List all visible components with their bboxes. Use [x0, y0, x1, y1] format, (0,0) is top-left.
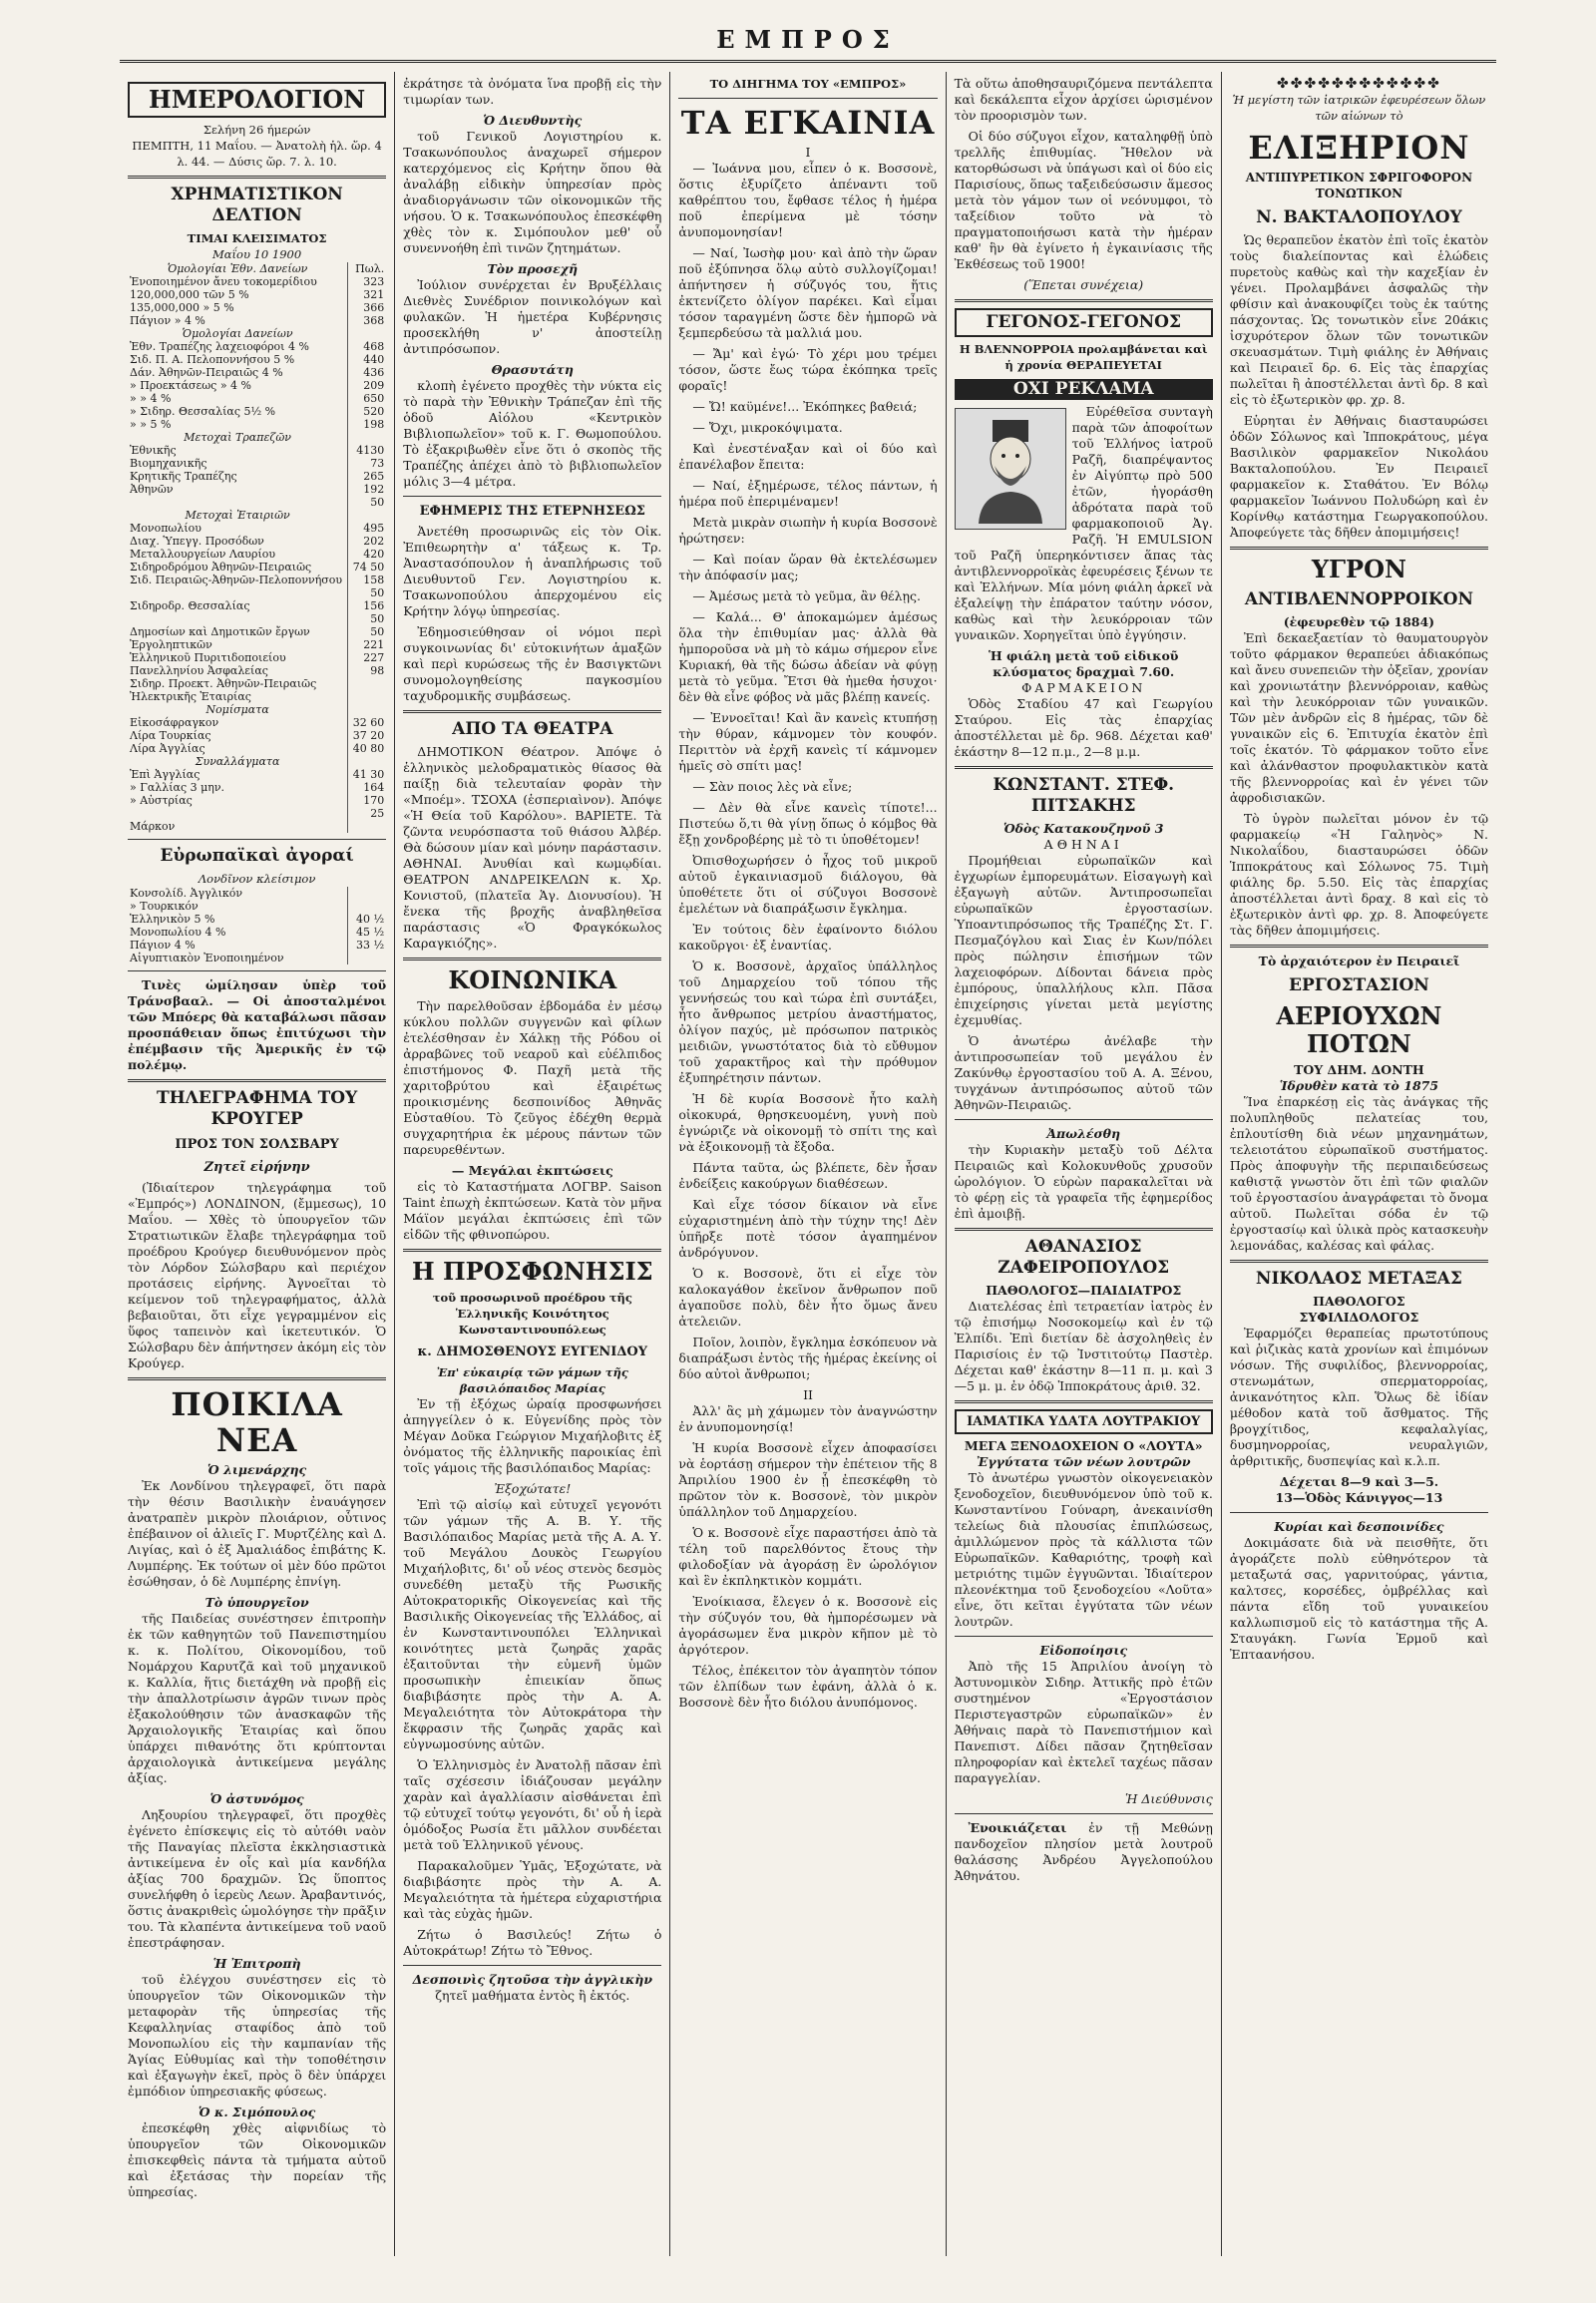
table-row: Εἰκοσάφραγκον 32 60: [130, 716, 385, 729]
table-row: Σιδηροδρόμου Ἀθηνῶν-Πειραιῶς 74 50: [130, 561, 385, 574]
ad-factory-sub: ΤΟΥ ΔΗΜ. ΔΟΝΤΗ: [1294, 1062, 1424, 1077]
fez-man-portrait-icon: [961, 414, 1060, 524]
table-row: Ἐργοληπτικῶν 221: [130, 638, 385, 651]
gazette-para-2: Ἐδημοσιεύθησαν οἱ νόμοι περὶ συγκοινωνίας δι' εὐτοκινήτων ἁμαξῶν καὶ περὶ κυρώσεως τῆς ἐν Βασιγκτῶνι συνομολογηθείσης παγκοσμίου ταχυδρομικῆς συμβάσεως.: [403, 624, 662, 703]
euro-markets-title: Εὐρωπαϊκαὶ ἀγοραί: [160, 846, 354, 866]
ad-liquid-title-2: ΑΝΤΙΒΛΕΝΝΟΡΡΟΙΚΟΝ: [1244, 589, 1473, 609]
for-rent-title: Ἐνοικιάζεται: [968, 1820, 1067, 1835]
ad-factory-intro: Τὸ ἀρχαιότερον ἐν Πειραιεῖ: [1258, 954, 1460, 968]
fin-sec1-title: Ὁμολογίαι Ἐθν. Δανείων: [167, 262, 308, 275]
table-row: Μάρκον: [128, 820, 386, 833]
poikila-kicker-2: Τὸ ὑπουργεῖον: [204, 1595, 309, 1610]
ad-loutraki-kicker: Ἐγγύτατα τῶν νέων λουτρῶν: [976, 1454, 1191, 1469]
story-para: Ὁ κ. Βοσσονὲ εἶχε παραστήσει ἀπὸ τὰ τέλη τοῦ παρελθόντος ἔτους τὴν φιλοδοξίαν νὰ ἀγοράσῃ ἓν ὡρολόγιον καὶ ἓν ἐκπληκτικὸν κομμάτι.: [678, 1525, 938, 1588]
story-para: Ἀλλ' ἂς μὴ χάμωμεν τὸν ἀναγνώστην ἐν ἀνυπομονησίᾳ!: [678, 1403, 938, 1434]
story-para: — Ἰωάννα μου, εἶπεν ὁ κ. Βοσσονὲ, ὅστις ἐξυρίζετο ἀπέναντι τοῦ καθρέπτου του, ἔφθασε τέλος ἡ ἡμέρα ποῦ ἐπερίμενα μὲ τόσην ἀνυπομονησίαν!: [678, 161, 938, 239]
fin-date: Μαΐου 10 1900: [212, 247, 302, 261]
poikila-kicker-4: Ἡ Ἐπιτροπὴ: [212, 1956, 301, 1971]
ad-metaxas-hours: Δέχεται 8—9 καὶ 3—5.: [1279, 1474, 1439, 1489]
euro-table: [128, 887, 386, 964]
ad-elixir-text: Ὡς θεραπεῦον ἑκατὸν ἐπὶ τοῖς ἑκατὸν τοὺς διαλείποντας καὶ ἑλώδεις πυρετοὺς καθὼς καὶ τὴν καχεξίαν ἐν γένει. Προλαμβάνει ἀσφαλῶς τὴν φθίσιν καὶ ἀνακουφίζει τοὺς ἐκ ταύτης πάσχοντας. Ὡς τονωτικὸν εἶνε 20άκις ἰσχυρότερον ὅλων τῶν τονωτικῶν σκευασμάτων. Τιμὴ φιάλης ἐν Ἀθήναις καὶ Πειραιεῖ δρ. 6. Εἰς τὰς ἐπαρχίας πωλεῖται ἢ ἀποστέλλεται ἀντὶ δρ. 8 καὶ εἰς τὸ ἐξωτερικὸν φρ. χρ. 8.: [1229, 232, 1489, 407]
table-row: Πάγιον 4 % 33 ½: [130, 939, 385, 952]
notice-title: Εἰδοποίησις: [1039, 1643, 1128, 1658]
story-para: — Ἐννοεῖται! Καὶ ἂν κανεὶς κτυπήσῃ τὴν θύραν, κάμνομεν τὸν κουφόν. Περιττὸν νὰ ἐρχῆ κανεὶς τί κάμνομεν ἡμεῖς σὸ σπίτι μας!: [678, 710, 938, 773]
address-para-3: Ὁ Ἑλληνισμὸς ἐν Ἀνατολῇ πᾶσαν ἐπὶ ταῖς σχέσεσιν ἰδιάζουσαν μεγάλην χαρὰν καὶ ἀγαλλίασιν αἰσθάνεται ἐπὶ τῷ εὐτυχεῖ τούτῳ γεγονότι, δι' οὗ ἡ ἱερὰ ὁμόδοξος Ρωσία ἔτι μᾶλλον συνδέεται μετὰ τοῦ Ἑλληνικοῦ γένους.: [403, 1757, 662, 1852]
story-para: — Ἄμ' καὶ ἐγώ· Τὸ χέρι μου τρέμει τόσον, ὥστε ἔως τώρα ἐκόπηκα τρεῖς φοραῖς!: [678, 346, 938, 393]
ad-factory-est: Ἱδρυθὲν κατὰ τὸ 1875: [1279, 1078, 1439, 1093]
table-row: Ἐπὶ Ἀγγλίας 41 30: [130, 768, 385, 781]
address-sign: Ζήτω ὁ Βασιλεύς! Ζήτω ὁ Αὐτοκράτωρ! Ζήτω τὸ Ἔθνος.: [403, 1927, 662, 1958]
col2-para-1: τοῦ Γενικοῦ Λογιστηρίου κ. Τσακωνόπουλος ἀναχωρεῖ σήμερον κατερχόμενος εἰς Κρήτην ὅπου θὰ ἀναλάβῃ εἰδικὴν ὑπηρεσίαν πρὸς ἀναδιοργάνωσιν τῶν οἰκονομικῶν τῆς νήσου. Ὁ κ. Τσακωνόπουλος ἐπεσκέφθη χθὲς τὸν κ. Σιμόπουλον μεθ' οὗ συνεννοήθη ἐπὶ τινῶν ζητημάτων.: [403, 129, 662, 255]
ad-elixir-intro: Ἡ μεγίστη τῶν ἰατρικῶν ἐφευρέσεων ὅλων τῶν αἰώνων τὸ: [1232, 93, 1486, 123]
table-row: » » 4 % 650: [130, 392, 385, 405]
story-para: — Ναί, ἐξημέρωσε, τέλος πάντων, ἡ ἡμέρα ποῦ ἐπεριμέναμεν!: [678, 478, 938, 509]
table-row: Σιδ. Π. Α. Πελοποννήσου 5 % 440: [130, 353, 385, 366]
calendar-day: ΠΕΜΠΤΗ, 11 Μαΐου. — Ἀνατολὴ ἡλ. ὥρ. 4 λ. 44. — Δύσις ὥρ. 7. λ. 10.: [132, 139, 382, 169]
story-para: — Καὶ ποίαν ὥραν θὰ ἐκτελέσωμεν τὴν ἀπόφασίν μας;: [678, 552, 938, 582]
col2-intro: ἐκράτησε τὰ ὀνόματα ἵνα προβῇ εἰς τὴν τιμωρίαν των.: [403, 76, 662, 107]
ad-liquid-sub: (ἐφευρεθὲν τῷ 1884): [1283, 614, 1435, 629]
table-row: Μονοπωλίου 4 % 45 ½: [130, 926, 385, 939]
table-row: Λίρα Τουρκίας 37 20: [130, 729, 385, 742]
story-para: Ἐν τούτοις δὲν ἐφαίνοντο διόλου κακοῦργοι· ἐξ ἐναντίας.: [678, 922, 938, 953]
kruger-telegram-sub: ΠΡΟΣ ΤΟΝ ΣΟΛΣΒΑΡΥ: [175, 1137, 339, 1152]
lost-notice-text: τὴν Κυριακὴν μεταξὺ τοῦ Δέλτα Πειραιῶς καὶ Κολοκυνθοῦς χρυσοῦν ὡρολόγιον. Ὁ εὑρὼν παρακαλεῖται νὰ τὸ φέρῃ εἰς τὰ γραφεῖα τῆς ἐφημερίδος ἐπὶ ἀμοιβῇ.: [954, 1142, 1213, 1221]
story-para: Ὁ κ. Βοσσονὲ, ὅτι εἰ εἶχε τὸν καλοκαγάθον ἐκεῖνον ἄνθρωπον ποῦ ἀγαποῦσε πολὺ, δὲν ἦτο ὅμως ἄνευ ἀτελειῶν.: [678, 1266, 938, 1329]
address-quote: Ἐξοχώτατε!: [494, 1481, 572, 1496]
ad-pitsakis-city: ΑΘΗΝΑΙ: [1043, 837, 1123, 852]
table-row: Ἐθνικῆς 4130: [130, 444, 385, 457]
col2-kicker-1: Ὁ Διευθυντὴς: [483, 113, 583, 128]
col2-para-2: Ἰούλιον συνέρχεται ἐν Βρυξέλλαις Διεθνὲς Συνέδριον ποινικολόγων καὶ φυλακῶν. Ἡ ἡμετέρα Κυβέρνησις προσεκλήθη ν' ἀποστείλῃ ἀντιπρόσωπον.: [403, 277, 662, 356]
poikila-para-3: Ληξουρίου τηλεγραφεῖ, ὅτι προχθὲς ἐγένετο ἐπίσκεψις εἰς τὸ αὐτόθι ναὸν τῆς Παναγίας πλεῖστα ἐκκλησιαστικὰ ἀντικείμενα ἐν οἷς καὶ μία κανδήλα ἀξίας 700 δραχμῶν. Ὡς ὕποπτος συνελήφθη ὁ ἱερεὺς Λεων. Ἀραβαντινός, ὅστις ἀνακριθεὶς ὡμολόγησε τὴν πρᾶξιν του. Τὰ κλαπέντα ἀντικείμενα τοῦ ναοῦ ἐπεστράφησαν.: [128, 1807, 387, 1950]
theatre-title: ΑΠΟ ΤΑ ΘΕΑΤΡΑ: [452, 719, 613, 739]
ad-razi-banner: ΟΧΙ ΡΕΚΛΑΜΑ: [955, 379, 1213, 400]
column-1: [120, 72, 394, 2256]
ad-loutraki-sub: ΜΕΓΑ ΞΕΝΟΔΟΧΕΙΟΝ Ο «ΛΟΥΤΑ»: [964, 1438, 1203, 1453]
story-part-1: I: [805, 145, 811, 160]
ad-elixir-sub: ΑΝΤΙΠΥΡΕΤΙΚΟΝ ΣΦΡΙΓΟΦΟΡΟΝ ΤΟΝΩΤΙΚΟΝ: [1245, 171, 1473, 200]
table-row: Διαχ. Ὑπεγγ. Προσόδων 202: [130, 535, 385, 548]
story-para: Καὶ εἶχε τόσον δίκαιον νὰ εἶνε εὐχαριστημένη ἀπὸ τὴν τύχην της! Δὲν ὑπῆρξε ποτὲ τόσον ἀγαπημένον ἀνδρόγυνον.: [678, 1197, 938, 1260]
story-para: Ἡ κυρία Βοσσονὲ εἶχεν ἀποφασίσει νὰ ἑορτάσῃ σήμερον τὴν ἐπέτειον τῆς 8 Ἀπριλίου 1900 ἐν ᾗ ἐπεσκέφθη τὸ πρῶτον τὸν κ. Βοσσονὲ, τὸν μικρὸν ὑπάλληλον τοῦ Δημαρχείου.: [678, 1440, 938, 1519]
newspaper-name: ΕΜΠΡΟΣ: [716, 25, 900, 54]
table-row: Ἐθν. Τραπέζης λαχειοφόροι 4 % 468: [130, 340, 385, 353]
notice-sign: Ἡ Διεύθυνσις: [1125, 1791, 1213, 1806]
col4-continued: (Ἕπεται συνέχεια): [1023, 277, 1144, 292]
ad-factory-text: Ἵνα ἐπαρκέσῃ εἰς τὰς ἀνάγκας τῆς πολυπληθοῦς πελατείας του, ἐπλουτίσθη διὰ νέων μηχανημάτων, τελειοτάτου εὐρωπαϊκοῦ συστήματος. Πρὸς ἀποφυγὴν τῆς περιπαιδεύσεως καθιστᾷ γνωστὸν ὅτι ἐπὶ τῶν φιαλῶν τοῦ ἐργοστασίου ἀναγράφεται τὸ ὄνομα αὐτοῦ. Πωλεῖται σόδα ἐν τῷ ἐργοστασίῳ καὶ ὑλικὰ πρὸς κατασκευὴν λεμονάδας, καλέσας καὶ φάλας.: [1229, 1094, 1489, 1253]
poikila-kicker-3: Ὁ ἀστυνόμος: [209, 1791, 304, 1806]
address-sub: τοῦ προσωρινοῦ προέδρου τῆς Ἑλληνικῆς Κοινότητος Κωνσταντινουπόλεως: [432, 1291, 632, 1337]
gazette-para-1: Ἀνετέθη προσωρινῶς εἰς τὸν Οἰκ. Ἐπιθεωρητὴν α' τάξεως κ. Τρ. Ἀναστασόπουλον ἡ ἀναπλήρωσις τοῦ Διευθυντοῦ Γεν. Λογιστηρίου κ. Τσακωνοπούλου ἀπερχομένου εἰς Κρήτην λόγῳ ὑπηρεσίας.: [403, 524, 662, 618]
ad-razi-pharmacy: ΦΑΡΜΑΚΕΙΟΝ: [1021, 680, 1146, 695]
table-row: Σιδηροδρ. Θεσσαλίας 156 50: [130, 599, 385, 625]
ad-razi-text: Εὑρέθεῖσα συνταγὴ παρὰ τῶν ἀποφοίτων τοῦ Ἑλλήνος ἰατροῦ Ραζῆ, διαπρέψαντος ἐν Αἰγύπτῳ πρὸ 500 ἐτῶν, ἠγοράσθη ἀδρότατα παρὰ τοῦ φαρμακοποιοῦ Ἀγ. Ραζῆ. Ἡ EMULSION τοῦ Ραζῆ ὑπερηκόντισεν ἅπας τὰς ἀντιβλεννορροϊκὰς ἐφευρέσεις ξένων τε καὶ Ἑλλήνων. Μία μόνη φιάλη ἀρκεῖ νὰ ἐξαλείψῃ τὴν ἐπάρατον ταύτην νόσον, καθὼς καὶ τὴν λευκόρροιαν τῶν γυναικῶν. Χορηγεῖται ὑπὸ ἐγγύησιν.: [954, 404, 1213, 642]
table-row: 135,000,000 » 5 % 366: [130, 301, 385, 314]
story-para: — Ὤ! καϋμένε!... Ἐκόπηκες βαθειά;: [692, 399, 918, 414]
story-title: ΤΑ ΕΓΚΑΙΝΙΑ: [680, 104, 936, 142]
english-tutor-text: ζητεῖ μαθήματα ἐντὸς ἢ ἐκτός.: [435, 1988, 630, 2003]
table-row: Αἰγυπτιακὸν Ἐνοποιημένον: [128, 952, 386, 964]
poikila-kicker-1: Ὁ λιμενάρχης: [207, 1462, 307, 1477]
ad-loutraki-text: Τὸ ἀνωτέρω γνωστὸν οἰκογενειακὸν ξενοδοχεῖον, διευθυνόμενον ὑπὸ τοῦ κ. Κωνσταντίνου Γούναρη, ἀνεκαινίσθη τελείως διὰ πλουσίας ἐπιπλώσεως, ἀμιλλώμενον πρὸς τὰ κάλλιστα τῶν Εὐρωπαϊκῶν. Καθαριότης, τροφὴ καὶ μετριότης τιμῶν ἐγγυῶνται. Ἰδιαίτερον πλεονέκτημα τοῦ ξενοδοχείου «Λοῦτα» εἶνε, ὅτι κεῖται ἐγγύτατα τῶν νέων λουτρῶν.: [954, 1470, 1213, 1629]
story-para: Ἐνοίκιασα, ἔλεγεν ὁ κ. Βοσσονὲ εἰς τὴν σύζυγόν του, θὰ ἠμπορέσωμεν νὰ ἀγοράσωμεν ἕνα μικρὸν κῆπον μὲ τὸ ἀργότερον.: [678, 1594, 938, 1657]
column-4: [946, 72, 1221, 2256]
table-row: Δημοσίων καὶ Δημοτικῶν ἔργων 50: [130, 625, 385, 638]
poikila-para-4: τοῦ ἐλέγχου συνέστησεν εἰς τὸ ὑπουργεῖον τῶν Οἰκονομικῶν τὴν μεταφορὰν τῆς ὑπηρεσίας τῆς Κεφαλληνίας σταφίδος ἀπὸ τοῦ Μονοπωλίου εἰς τὴν καμπανίαν τῆς Ἁγίας Εὐθυμίας καὶ τὴν τοποθέτησιν καὶ ἐξαγωγὴν ἐκεῖ, πρὸς ὃ δὲν ὑπάρχει ἐμπόδιον ὑπηρεσιακῆς φύσεως.: [128, 1972, 387, 2099]
fin-sec3-title: Μετοχαὶ Τραπεζῶν: [184, 431, 291, 444]
table-row: » Αὐστρίας 170 25: [130, 794, 385, 820]
table-row: Ἑλληνικοῦ Πυριτιδοποιείου 227: [130, 651, 385, 664]
table-row: Δάν. Ἀθηνῶν-Πειραιῶς 4 % 436: [130, 366, 385, 379]
table-row: Πάγιον » 4 % 368: [130, 314, 385, 327]
social-text: Τὴν παρελθοῦσαν ἑβδομάδα ἐν μέσῳ κύκλου πολλῶν συγγενῶν καὶ φίλων ἐτελέσθησαν ἐν Χάλκῃ τῆς Ρόδου οἱ ἀρραβῶνες τοῦ νεαροῦ καὶ εὐέλπιδος ἐπιστήμονος Φ. Παχῆ μετὰ τῆς χαριτοβρύτου καὶ ἐξαιρέτως προικισμένης δεσποινίδος Ἀθηνᾶς Εὐσταθίου. Τὸ ζεῦγος ἐδέχθη θερμὰ συγχαρητήρια ἐκ μέρους πάντων τῶν παρευρεθέντων.: [403, 998, 662, 1157]
table-row: Μονοπωλίου 495: [130, 522, 385, 535]
sale-text: εἰς τὸ Καταστήματα ΛΟΓΒΡ. Saison Taint ἐπωχὴ ἐκπτώσεων. Κατὰ τὸν μῆνα Μάϊον μεγάλαι ἐκπτώσεις ἐπὶ τῶν εἰδῶν τῆς φθινοπώρου.: [403, 1179, 662, 1242]
table-row: Ἐνοποιημένον ἄνευ τοκομερίδιου 323: [130, 275, 385, 288]
english-tutor-title: Δεσποινὶς ζητοῦσα τὴν ἀγγλικὴν: [412, 1972, 653, 1987]
table-row: » Γαλλίας 3 μην. 164: [130, 781, 385, 794]
story-para: — Σὰν ποιος λὲς νὰ εἶνε;: [692, 779, 853, 794]
story-para: Τέλος, ἐπέκειτον τὸν ἀγαπητὸν τόπον τῶν ἐλπίδων των ἐφάνη, ἀλλὰ ὁ κ. Βοσσονὲ δὲν ἦτο διόλου ἀνυπόμονος.: [678, 1663, 938, 1710]
ad-zafeiropoulos-title: ΑΘΑΝΑΣΙΟΣ ΖΑΦΕΙΡΟΠΟΥΛΟΣ: [998, 1237, 1170, 1278]
table-row: Κονσολίδ. Ἀγγλικόν: [128, 887, 386, 900]
address-title: Η ΠΡΟΣΦΩΝΗΣΙΣ: [411, 1257, 653, 1286]
table-row: » Τουρκικόν: [128, 900, 386, 913]
ornament-border-icon: ✤✤✤✤✤✤✤✤✤✤✤✤: [1277, 76, 1441, 92]
ad-metaxas-sub: ΠΑΘΟΛΟΓΟΣ: [1313, 1294, 1405, 1309]
gazette-title: ΕΦΗΜΕΡΙΣ ΤΗΣ ΕΤΕΡΝΗΣΕΩΣ: [419, 504, 645, 519]
address-kicker: Ἐπ' εὐκαιρίᾳ τῶν γάμων τῆς βασιλόπαιδος Μαρίας: [436, 1365, 628, 1395]
ad-zafeiropoulos-text: Διατελέσας ἐπὶ τετραετίαν ἰατρὸς ἐν τῷ ἐπισήμῳ Νοσοκομείῳ καὶ ἐν τῷ Ἐλπίδι. Ἐπὶ διετίαν δὲ ἀσχοληθεὶς ἐν Παρισίοις ἐν τῷ Ἰνστιτούτῳ Παστὲρ. Δέχεται καθ' ἑκάστην 8—11 π. μ. καὶ 3—5 μ. μ. ἐν ὁδῷ Ἱπποκράτους ἀριθ. 32.: [954, 1299, 1213, 1393]
fin-sec4-title: Μετοχαὶ Ἑταιριῶν: [185, 509, 290, 522]
kruger-telegram-title: ΤΗΛΕΓΡΑΦΗΜΑ ΤΟΥ ΚΡΟΥΓΕΡ: [156, 1088, 358, 1129]
razi-portrait-image: [955, 408, 1066, 530]
poikila-kicker-5: Ὁ κ. Σιμόπουλος: [198, 2105, 316, 2119]
address-name: κ. ΔΗΜΟΣΘΕΝΟΥΣ ΕΥΓΕΝΙΔΟΥ: [417, 1344, 648, 1359]
ad-pitsakis-title: ΚΩΝΣΤΑΝΤ. ΣΤΕΦ. ΠΙΤΣΑΚΗΣ: [993, 775, 1175, 816]
ad-elixir-maker: Ν. ΒΑΚΤΑΛΟΠΟΥΛΟΥ: [1256, 207, 1462, 227]
ad-metaxas-title: ΝΙΚΟΛΑΟΣ ΜΕΤΑΞΑΣ: [1255, 1269, 1462, 1289]
fin-sec5-title: Νομίσματα: [205, 703, 269, 716]
social-title: ΚΟΙΝΩΝΙΚΑ: [448, 965, 617, 994]
table-row: Βιομηχανικῆς 73: [130, 457, 385, 470]
table-row: Σιδηρ. Προεκτ. Ἀθηνῶν-Πειραιῶς: [128, 677, 386, 690]
ad-razi-title: ΓΕΓΟΝΟΣ-ΓΕΓΟΝΟΣ: [955, 308, 1213, 337]
column-3: [669, 72, 945, 2256]
column-5: [1221, 72, 1496, 2256]
ad-loutraki-title: ΙΑΜΑΤΙΚΑ ΥΔΑΤΑ ΛΟΥΤΡΑΚΙΟΥ: [955, 1409, 1213, 1434]
story-para: Καὶ ἐνεστέναξαν καὶ οἱ δύο καὶ ἐπανέλαβον ἔπειτα:: [678, 441, 938, 472]
ad-zafeiropoulos-sub: ΠΑΘΟΛΟΓΟΣ—ΠΑΙΔΙΑΤΡΟΣ: [986, 1283, 1182, 1298]
ad-metaxas-text: Ἐφαρμόζει θεραπείας πρωτοτύπους καὶ ῥιζικὰς κατὰ χρονίων καὶ ἐπιμόνων νόσων. Τῆς συφιλίδος, βλεννορροίας, στενωμάτων, σπερματορροίας, ἀνικανότητος κλπ. Ὅλως δὲ ἰδίαν μέθοδον κατὰ τοῦ ἄσθματος. Τῆς βρογχίτιδος, κεφαλαλγίας, δυσμηνορροίας, νευραλγιῶν, ἀρθριτικῆς, δυσπεψίας καὶ κ.λ.π.: [1229, 1326, 1489, 1468]
ad-liquid-title: ΥΓΡΟΝ: [1311, 555, 1406, 583]
table-row: Ἠλεκτρικῆς Ἑταιρίας: [128, 690, 386, 703]
table-row: Μεταλλουργείων Λαυρίου 420: [130, 548, 385, 561]
story-para: Πάντα ταῦτα, ὡς βλέπετε, δὲν ἦσαν ἐνδείξεις κακούργων διαθέσεων.: [678, 1160, 938, 1191]
ad-factory-title: ΕΡΓΟΣΤΑΣΙΟΝ: [1289, 975, 1429, 995]
ad-metaxas-address: 13—Ὁδὸς Κάνιγγος—13: [1275, 1490, 1443, 1505]
table-row: Σιδ. Πειραιῶς-Ἀθηνῶν-Πελοποννήσου 158 50: [130, 574, 385, 599]
col4-intro-2: Οἱ δύο σύζυγοι εἶχον, καταληφθῇ ὑπὸ τρελλῆς ἐπιθυμίας. Ἤθελον νὰ κατορθώσωσι νὰ ὑπάγωσι καὶ οἱ δύο εἰς Παρισίους, ὅπως ταξειδεύσωσιν ἅμεσος μετὰ τὸν γάμον των οἱ νεόνυμφοι, τὸ ταξείδιον τοῦτο νὰ τὸ πραγματοποιήσωσι κατὰ τὴν ἡμέραν καθ' ἣν θὰ ἐγίνετο ἡ ἐγκαινίασις τῆς Ἐκθέσεως τοῦ 1900!: [954, 129, 1213, 271]
ad-elixir-title: ΕΛΙΞΗΡΙΟΝ: [1248, 129, 1470, 167]
for-rent-notice: [955, 1820, 1213, 1884]
table-row: Πανελληνίου Ἀσφαλείας 98: [130, 664, 385, 677]
story-para: Ὀπισθοχωρήσεν ὁ ἦχος τοῦ μικροῦ αὐτοῦ ἐγκαινιασμοῦ διάλογου, θὰ ὑποθέτετε ὅτι οἱ σύζυγοι Βοσσονὲ ἐμελέτων νὰ διαπράξωσιν ἔγκλημα.: [678, 853, 938, 916]
address-para-4: Παρακαλοῦμεν Ὑμᾶς, Ἐξοχώτατε, νὰ διαβιβάσητε πρὸς τὴν Α. Α. Μεγαλειότητα τὰ ἡμέτερα εὐχαριστήρια καὶ τὰς εὐχὰς ἡμῶν.: [403, 1858, 662, 1921]
table-row: Ἀθηνῶν 192 50: [130, 483, 385, 509]
theatre-text: ΔΗΜΟΤΙΚΟΝ Θέατρον. Ἀπόψε ὁ ἑλληνικὸς μελοδραματικὸς θίασος θὰ παίξῃ διὰ τελευταίαν φορὰν τὴν «Μποέμ». ΤΣΟΧΑ (ἑσπεριαὶνον). Ἀπόψε «Ἡ Θεία τοῦ Καρόλου». ΒΑΡΙΕΤΕ. Τὰ ζῶντα νευρόσπαστα τοῦ θιάσου Ἀλβέρ. Θὰ δώσουν μίαν καὶ μόνην παράστασιν. ΑΘΗΝΑΙ. Ἀνυθίαι καὶ κωμῳδίαι. ΘΕΑΤΡΟΝ ΑΝΔΡΕΙΚΕΛΩΝ κ. Χρ. Κονιστοῦ, (πλατεῖα Ἁγ. Διονυσίου). Ἡ ἔνεκα τῆς βροχῆς ἀναβληθεῖσα παράστασις «Ὁ Φραγκόκωλος Καραγκιόζης».: [403, 744, 662, 951]
for-rent-text: ἐν τῇ Μεθώνῃ πανδοχεῖον πλησίον μετὰ λουτροῦ θαλάσσης Ἀνδρέου Ἀγγελοπούλου Ἀθηνάτου.: [954, 1820, 1213, 1883]
table-row: Κρητικῆς Τραπέζης 265: [130, 470, 385, 483]
story-kicker: ΤΟ ΔΙΗΓΗΜΑ ΤΟΥ «ΕΜΠΡΟΣ»: [709, 77, 907, 91]
story-para: — Δὲν θὰ εἶνε κανεὶς τίποτε!... Πιστεύω ὅ,τι θὰ γίνῃ ὅπως ὁ κόμβος θὰ ἔξῃ χονδροβέρης μὲ τὸ τι ὑποθέτομεν!: [678, 800, 938, 847]
story-para: — Ὄχι, μικροκόψιματα.: [692, 420, 843, 435]
kruger-telegram-body: (Ἰδιαίτερον τηλεγράφημα τοῦ «Ἐμπρός») ΛΟΝΔΙΝΟΝ, (ἔμμεσως), 10 Μαΐου. — Χθὲς τὸ ὑπουργεῖον τῶν Στρατιωτικῶν ἔλαβε τηλεγράφημα τοῦ προέδρου Κρούγερ διευθυνόμενον πρὸς τὸν Λόρδον Σώλσβαρυ καὶ περιέχον προτάσεις εἰρήνης. Ἀγνοεῖται τὸ κείμενον τοῦ τηλεγραφήματος, ἀλλὰ βεβαιοῦται, ὅτι εἶχε γεγραμμένον εἰς ὕφος ταπεινὸν καὶ ἱκετευτικόν. Ὁ Σώλσβαρυ δὲν ἀπήντησεν ἀκόμη εἰς τὸν Κρούγερ.: [128, 1180, 387, 1370]
poikila-para-2: τῆς Παιδείας συνέστησεν ἐπιτροπὴν ἐκ τῶν καθηγητῶν τοῦ Πανεπιστημίου κ. κ. Πολίτου, Οἰκονομίδου, τοῦ Νομάρχου Καρυτζᾶ καὶ τοῦ μηχανικοῦ κ. Καλλία, ἥτις διετάχθη νὰ προβῇ εἰς τὴν ἀπαλλοτρίωσιν ἀγρῶν τινων πρὸς ἐξακολούθησιν τῶν ἀνασκαφῶν τῆς Ἀρχαιολογικῆς Ἑταιρίας καὶ ὅπου ὑπάρχει πιθανότης ὅτι κρύπτονται ἀρχαιολογικὰ ἀντικείμενα μεγάλης ἀξίας.: [128, 1611, 387, 1785]
table-row: » » 5 % 198: [130, 418, 385, 431]
story-para: Μετὰ μικρὰν σιωπὴν ἡ κυρία Βοσσονὲ ἠρώτησεν:: [678, 515, 938, 546]
notice-text: Ἀπὸ τῆς 15 Ἀπριλίου ἀνοίγη τὸ Ἀστυνομικὸν Σιδηρ. Ἀττικῆς πρὸ ἐτῶν συστημένον «Ἐργοστάσιον Περιστεγαστρῶν εὐρωπαϊκῶν» ἐν Ἀθήναις παρὰ τὸ Πανεπιστήμιον καὶ Πανεπιστ. Δίδει πᾶσαν ζητηθεῖσαν πληροφορίαν καὶ ἐκτελεῖ ταχέως πᾶσαν παραγγελίαν.: [954, 1659, 1213, 1785]
table-row: Λίρα Ἀγγλίας 40 80: [130, 742, 385, 755]
kruger-telegram-kicker: Ζητεῖ εἰρήνην: [203, 1160, 310, 1175]
story-part-2: II: [803, 1387, 813, 1402]
story-para: Ποῖον, λοιπὸν, ἔγκλημα ἐσκόπευον νὰ διαπράξωσι ἐντὸς τῆς ἡμέρας ἐκείνης οἱ δύο αὐτοὶ ἄνθρωποι;: [678, 1335, 938, 1381]
ad-pitsakis-text: Προμήθειαι εὐρωπαϊκῶν καὶ ἐγχωρίων ἐμπορευμάτων. Εἰσαγωγὴ καὶ ἐξαγωγὴ αὐτῶν. Ἀντιπροσωπεῖαι εὐρωπαϊκῶν ἐργοστασίων. Ὑποαντιπρόσωπος τῆς Τραπέζης Στ. Γ. Πεσμαζόγλου καὶ Σιας ἐν Κων/πόλει πρὸς πώλησιν ἐπισήμων τῶν λαχειοφόρων. Δίδονται δάνεια πρὸς ἐμπόρους, ὑπαλλήλους κλπ. Πᾶσα ἐπιχείρησις γίνεται μετὰ μεγίστης ἐχεμυθίας.: [954, 853, 1213, 1027]
page-columns: [120, 72, 1496, 2256]
col4-intro: Τὰ οὕτω ἀποθησαυριζόμενα πεντάλεπτα καὶ δεκάλεπτα εἶχον ἀρχίσει ὡρισμένον τὸν προορισμὸν των.: [954, 76, 1213, 123]
col2-kicker-3: Θρασυτάτη: [491, 362, 574, 377]
ad-pitsakis-text-2: Ὁ ἀνωτέρω ἀνέλαβε τὴν ἀντιπροσωπείαν τοῦ μεγάλου ἐν Ζακύνθῳ ἐργοστασίου τοῦ Α. Α. Ξένου, τυγχάνων ἀντιπρόσωπος αὐτοῦ τῶν Ἀθηνῶν-Πειραιῶς.: [954, 1033, 1213, 1112]
fin-subtitle: ΤΙΜΑΙ ΚΛΕΙΣΙΜΑΤΟΣ: [187, 231, 327, 245]
fin-table: [128, 262, 386, 833]
calendar-title: ΗΜΕΡΟΛΟΓΙΟΝ: [128, 82, 386, 118]
fin-sec6-title: Συναλλάγματα: [195, 755, 280, 768]
table-row: 120,000,000 τῶν 5 % 321: [130, 288, 385, 301]
calendar-moon: Σελήνη 26 ήμερών: [202, 123, 311, 137]
story-para: Ὁ κ. Βοσσονὲ, ἀρχαῖος ὑπάλληλος τοῦ Δημαρχείου τοῦ τόπου τῆς γεννήσεώς του καὶ τώρα ἐπὶ συντάξει, ἦτο ἄνθρωπος μετρίου ἀναστήματος, ὀλίγον παχύς, μὲ πρόσωπον πατρικὸς μειδιῶν, γνωστότατος διὰ τὸ εὔθυμον τοῦ χαρακτῆρος καὶ τὴν πρόθυμον ἐξυπηρέτησιν πάντων.: [678, 959, 938, 1085]
euro-markets-sub: Λονδῖνον κλείσιμον: [198, 872, 316, 886]
masthead: [120, 20, 1496, 63]
fin-sec2-title: Ὁμολογίαι Δανείων: [182, 327, 293, 340]
story-para: — Ναί, Ἰωσὴφ μου· καὶ ἀπὸ τὴν ὥραν ποῦ ἐξύπνησα ὅλῳ αὐτὸ συλλογίζομαι! ἀπήντησεν ἡ σύζυγός του, ἥτις ἐκτενίζετο ὀλίγον παρέκει. Καὶ εἶμαι τόσον ταραγμένη ὥστε δὲν ἠμπορῶ νὰ ξεμπερδεύσω τὰ μαλλιά μου.: [678, 245, 938, 340]
ad-pitsakis-street: Ὁδὸς Κατακουζηνοῦ 3: [1002, 821, 1164, 836]
story-para: — Καλά... Θ' ἀποκαμώμεν ἀμέσως ὅλα τὴν ἐπιθυμίαν μας· ἀλλὰ θὰ ἠμποροῦσα νὰ μὴ τὸ κάμω σήμερον εἶνε Κυριακή, θὰ τῆς δώσω ἀδείαν νὰ φύγῃ μετὰ τὸ γεῦμα. Ἔτσι θὰ ἠμεθα ἡσυχοι· δὲν θὰ εἶνε φόβος νὰ μᾶς βλέπῃ κανείς.: [678, 609, 938, 704]
col2-para-3: κλοπὴ ἐγένετο προχθὲς τὴν νύκτα εἰς τὸ παρὰ τὴν Ἐθνικὴν Τράπεζαν ἐπὶ τῆς ὁδοῦ Αἰόλου «Κεντρικὸν Βιβλιοπωλεῖον» τοῦ κ. Γ. Θωμοπούλου. Τὸ ἐξακριβωθὲν εἶνε ὅτι ὁ σκοπὸς τῆς Τραπέζης ἀπέχει ἀπὸ τὸ βιβλιοπωλεῖον μόλις 3—4 μέτρα.: [403, 378, 662, 489]
ad-liquid-text: Ἐπὶ δεκαεξαετίαν τὸ θαυματουργὸν τοῦτο φάρμακον θεραπεύει ἀδιακόπως καὶ ἄνευ συνεπειῶν τὴν ὀξεῖαν, χρονίαν καὶ χρονιωτάτην βλεννόρροιαν, καθὼς καὶ τὴν λευκόρροιαν τῶν γυναικῶν. Τῶν μὲν ἀνδρῶν εἰς 8 ἡμέρας, τῶν δὲ γυναικῶν εἰς 6. Ἐπιτυχία ἑκατὸν ἐπὶ τοῖς ἑκατόν. Τὸ φάρμακον τοῦτο εἶνε καὶ ἀλάνθαστον προφυλακτικὸν κατὰ τῆς βλεννορροίας καὶ ἐν γένει τῶν ἀφροδισιακῶν.: [1229, 630, 1489, 805]
fin-title: ΧΡΗΜΑΤΙΣΤΙΚΟΝ ΔΕΛΤΙΟΝ: [171, 185, 343, 225]
ad-elixir-text-2: Εὑρηται ἐν Ἀθήναις διασταυρώσει ὁδῶν Σόλωνος καὶ Ἱπποκράτους, μέγα Βασιλικὸν φαρμακεῖον Νικολάου Βακταλοπούλου. Ἐν Πειραιεῖ φαρμακεῖον κ. Σταθάτου. Ἐν Βόλῳ φαρμακεῖον Ἰωάννου Πολυδώρη καὶ ἐν Κορίνθῳ κατάστημα Γεωργακοπούλου. Ἀποφεύγετε τὰς δῆθεν ἀπομιμήσεις!: [1229, 413, 1489, 540]
ad-ladies-text: Δοκιμάσατε διὰ νὰ πεισθῆτε, ὅτι ἀγοράζετε πολὺ εὐθηνότερον τὰ μεταξωτά σας, γαρνιτούρας, γάντια, καλτσες, κορσέδες, ὀμβρέλλας καὶ πάντα εἴδη τοῦ γυναικείου καλλωπισμοῦ εἰς τὸ κατάστημα τῆς Α. Σταυγάκη. Γωνία Ἑρμοῦ καὶ Ἐπταανήσου.: [1229, 1535, 1489, 1662]
table-row: » Σιδηρ. Θεσσαλίας 5½ % 520: [130, 405, 385, 418]
poikila-para-1: Ἐκ Λονδίνου τηλεγραφεῖ, ὅτι παρὰ τὴν θέσιν Βασιλικὴν ἐναυάγησεν ἀνατραπὲν μικρὸν πλοιάριον, οὗτινος ἐπέβαινον οἱ ἁλιεῖς Γ. Μυρτζέλης καὶ Δ. Λιγίας, καὶ ὁ ἐξ Ἀμαλιάδος ἐπιβάτης Κ. Λυμπέρης. Ἐκ τούτων οἱ μὲν δύο πρῶτοι ἐσώθησαν, ὁ δὲ Λυμπέρης ἐπνίγη.: [128, 1478, 387, 1589]
address-para-2: Ἐπὶ τῷ αἰσίῳ καὶ εὐτυχεῖ γεγονότι τῶν γάμων τῆς Α. Β. Υ. τῆς Βασιλόπαιδος Μαρίας μετὰ τῆς Α. Α. Υ. τοῦ Μεγάλου Δουκὸς Γεωργίου Μιχαήλοβιτς, δι' οὗ νέος στενὸς δεσμὸς συνεδέθη μεταξὺ τῆς Ρωσικῆς Αὐτοκρατορικῆς Οἰκογενείας καὶ τῆς Βασιλικῆς Οἰκογενείας τῆς Ἑλλάδος, αἱ ἐν Κωνσταντινουπόλει Ἑλληνικαὶ κοινότητες μετὰ ζωηρᾶς χαρᾶς ἐξαιτοῦνται τὴν εὐμενῆ ὑμῶν προσωπικὴν ἐπιεικίαν ὅπως διαβιβάσητε πρὸς τὴν Α. Α. Μεγαλειότητα τὸν Αὐτοκράτορα τὴν ἔκφρασιν τῆς ζωηρᾶς χαρᾶς καὶ εὐγνωμοσύνης αὐτῶν.: [403, 1497, 662, 1751]
story-para: — Ἀμέσως μετὰ τὸ γεῦμα, ἂν θέλῃς.: [692, 588, 922, 603]
ad-liquid-text-2: Τὸ ὑγρὸν πωλεῖται μόνον ἐν τῷ φαρμακείῳ «Ἡ Γαληνὸς» Ν. Νικολαΐδου, διασταυρώσει ὁδῶν Ἱπποκράτους καὶ Σόλωνος 75. Τιμὴ φιάλης δρ. 5.50. Εἰς τὰς ἐπαρχίας ἀποστέλλεται ἀντὶ δραχ. 8 καὶ εἰς τὸ ἐξωτερικὸν ἀντὶ φρ. χρ. 8. Ἀποφεύγετε τὰς δῆθεν ἀπομιμήσεις.: [1229, 811, 1489, 938]
lost-notice-title: Ἀπωλέσθη: [1046, 1126, 1121, 1141]
poikila-title: ΠΟΙΚΙΛΑ ΝΕΑ: [171, 1385, 343, 1459]
ad-factory-title-2: ΑΕΡΙΟΥΧΩΝ ΠΟΤΩΝ: [1276, 1001, 1442, 1058]
ad-razi-address: Ὁδὸς Σταδίου 47 καὶ Γεωργίου Σταύρου. Εἰς τὰς ἐπαρχίας ἀποστέλλεται μὲ δρ. 968. Δέχεται καθ' ἑκάστην 8—12 π.μ., 2—8 μ.μ.: [954, 696, 1213, 759]
ad-ladies-title: Κυρίαι καὶ δεσποινίδες: [1274, 1519, 1444, 1534]
poikila-para-5: ἐπεσκέφθη χθὲς αἰφνιδίως τὸ ὑπουργεῖον τῶν Οἰκονομικῶν ἐπισκεφθεὶς πάντα τὰ τμήματα αὐτοῦ καὶ ἐξετάσας τὴν πορείαν τῆς ὑπηρεσίας.: [128, 2120, 387, 2199]
sale-title: — Μεγάλαι ἐκπτώσεις: [451, 1163, 613, 1178]
table-row: Ἑλληνικὸν 5 % 40 ½: [130, 913, 385, 926]
ad-metaxas-sub-2: ΣΥΦΙΛΙΔΟΛΟΓΟΣ: [1299, 1310, 1419, 1325]
ad-razi-price: Ἡ φιάλη μετὰ τοῦ εἰδικοῦ κλύσματος δραχμαὶ 7.60.: [988, 648, 1179, 679]
boer-notice: Τινὲς ὡμίλησαν ὑπὲρ τοῦ Τράνσβααλ. — Οἱ ἀποσταλμένοι τῶν Μπόερς θὰ καταβάλωσι πᾶσαν προσπάθειαν ὅπως ἐπιτύχωσι τὴν ἐπέμβασιν τῆς Ἀμερικῆς ἐν τῷ πολέμῳ.: [128, 977, 387, 1072]
story-para: Ἡ δὲ κυρία Βοσσονὲ ἦτο καλὴ οἰκοκυρά, θρησκευομένη, γυνὴ ποὺ ἐγνώριζε νὰ οἰκονομῇ τὸ σπίτι της καὶ νὰ ἐξοικονομῇ τὰ ἔξοδα.: [678, 1091, 938, 1154]
address-para-1: Ἐν τῇ ἐξόχως ὡραίᾳ προσφωνήσει ἀπηγγείλεν ὁ κ. Εὐγενίδης πρὸς τὸν Μέγαν Δοῦκα Γεώργιον Μιχαήλοβιτς ἐξ ὀνόματος τῆς ἑλληνικῆς παροικίας ἐπὶ τοῖς γάμοις τῆς βασιλόπαιδος Μαρίας:: [403, 1396, 662, 1475]
table-row: » Προεκτάσεως » 4 % 209: [130, 379, 385, 392]
ad-razi-sub: Η ΒΛΕΝΝΟΡΡΟΙΑ προλαμβάνεται καὶ ἡ χρονία ΘΕΡΑΠΕΥΕΤΑΙ: [959, 342, 1208, 372]
col2-kicker-2: Τὸν προσεχῆ: [487, 261, 579, 276]
column-2: [394, 72, 669, 2256]
fin-col-header: Πωλ.: [348, 262, 387, 275]
